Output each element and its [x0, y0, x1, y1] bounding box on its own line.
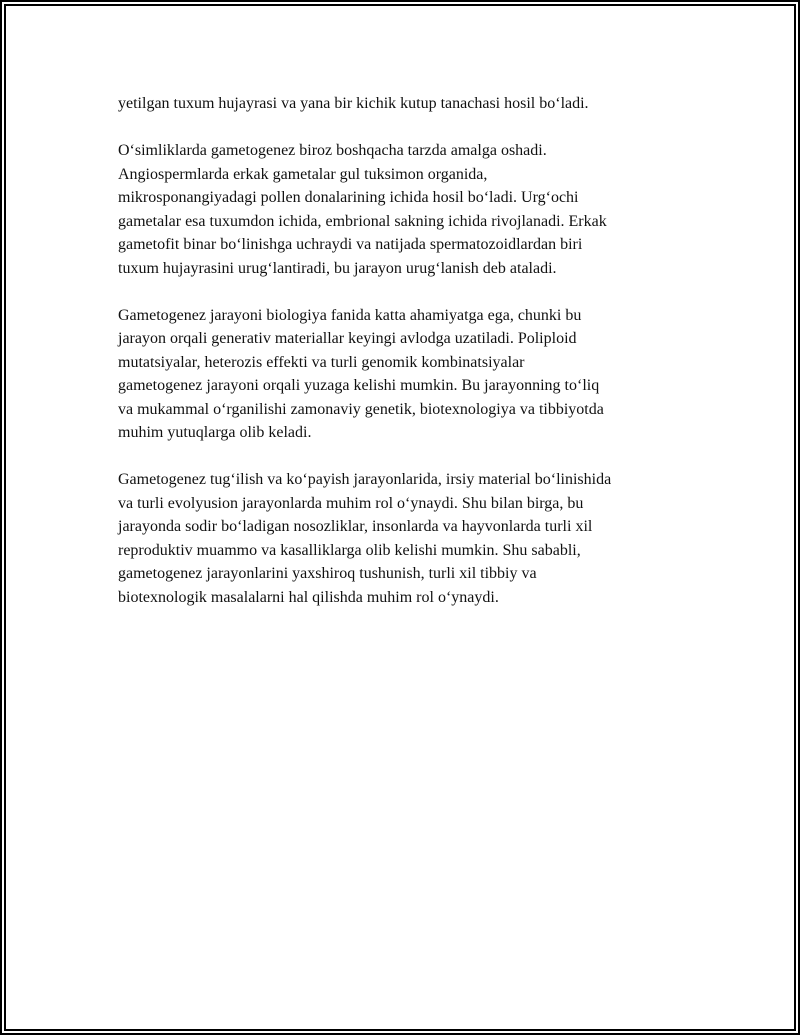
document-body: [118, 92, 698, 633]
paragraph-2: O‘simliklarda gametogenez biroz boshqacha tarzda amalga oshadi. Angiospermlarda erkak gametalar gul tuksimon organida, mikrosponangiyadagi pollen donalarining ichida hosil bo‘ladi. Urg‘ochi gametalar esa tuxumdon ichida, embrional sakning ichida rivojlanadi. Erkak gametofit binar bo‘linishga uchraydi va natijada spermatozoidlardan biri tuxum hujayrasini urug‘lantiradi, bu jarayon urug‘lanish deb ataladi.: [118, 142, 607, 277]
paragraph-4: Gametogenez tug‘ilish va ko‘payish jarayonlarida, irsiy material bo‘linishida va turli evolyusion jarayonlarda muhim rol o‘ynaydi. Shu bilan birga, bu jarayonda sodir bo‘ladigan nosozliklar, insonlarda va hayvonlarda turli xil reproduktiv muammo va kasalliklarga olib kelishi mumkin. Shu sababli, gametogenez jarayonlarini yaxshiroq tushunish, turli xil tibbiy va biotexnologik masalalarni hal qilishda muhim rol o‘ynaydi.: [118, 471, 612, 606]
paragraph-1: yetilgan tuxum hujayrasi va yana bir kichik kutup tanachasi hosil bo‘ladi.: [118, 95, 589, 112]
paragraph-3: Gametogenez jarayoni biologiya fanida katta ahamiyatga ega, chunki bu jarayon orqali generativ materiallar keyingi avlodga uzatiladi. Poliploid mutatsiyalar, heterozis effekti va turli genomik kombinatsiyalar gametogenez jarayoni orqali yuzaga kelishi mumkin. Bu jarayonning to‘liq va mukammal o‘rganilishi zamonaviy genetik, biotexnologiya va tibbiyotda muhim yutuqlarga olib keladi.: [118, 306, 604, 441]
